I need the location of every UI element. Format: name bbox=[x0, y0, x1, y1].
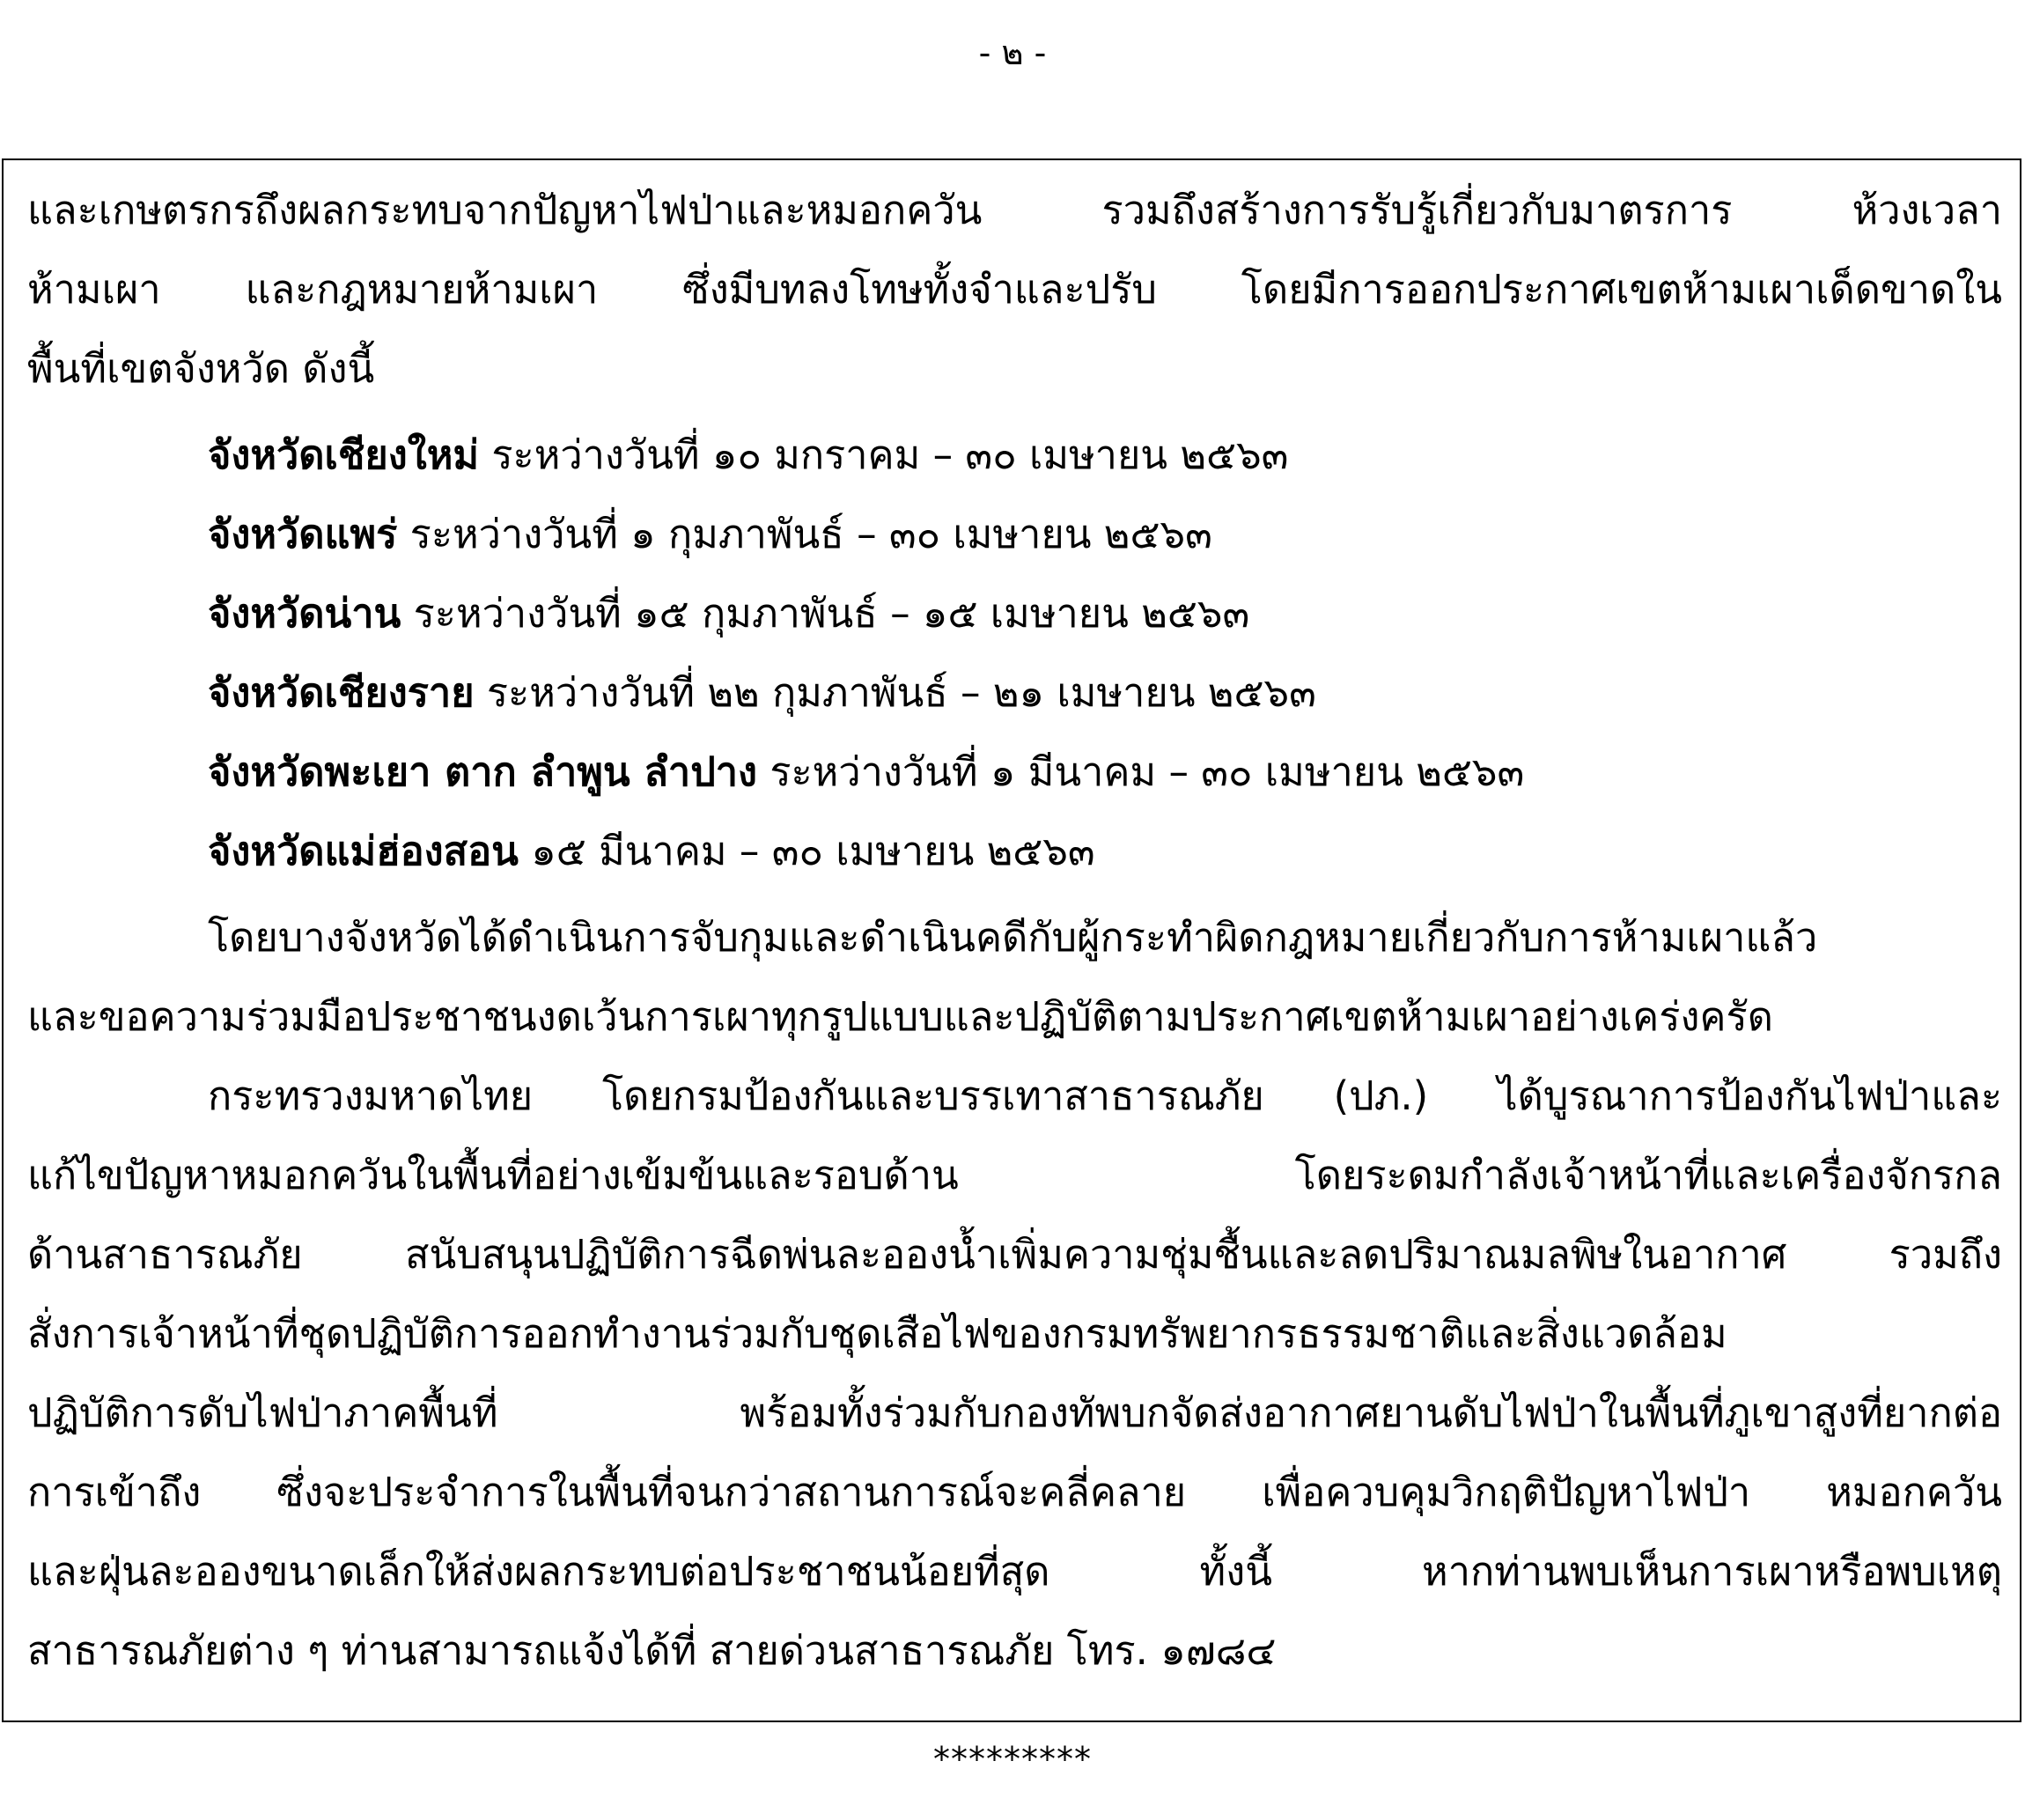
province-name: จังหวัดน่าน bbox=[208, 590, 401, 637]
enforcement-paragraph bbox=[27, 898, 2002, 1057]
paragraph-line: การเข้าถึง ซึ่งจะประจำการในพื้นที่จนกว่าสถานการณ์จะคลี่คลาย เพื่อควบคุมวิกฤติปัญหาไฟป่า หมอกควัน bbox=[27, 1469, 2002, 1515]
province-name: จังหวัดเชียงใหม่ bbox=[208, 431, 480, 478]
burn-ban-item bbox=[27, 495, 2002, 574]
paragraph-line: ห้ามเผา และกฎหมายห้ามเผา ซึ่งมีบทลงโทษทั้งจำและปรับ โดยมีการออกประกาศเขตห้ามเผาเด็ดขาดใน bbox=[27, 266, 2002, 313]
paragraph-line: แก้ไขปัญหาหมอกควันในพื้นที่อย่างเข้มข้นและรอบด้าน โดยระดมกำลังเจ้าหน้าที่และเครื่องจักรกล bbox=[27, 1152, 2002, 1198]
paragraph-line: และขอความร่วมมือประชาชนงดเว้นการเผาทุกรูปแบบและปฏิบัติตามประกาศเขตห้ามเผาอย่างเคร่งครัด bbox=[27, 993, 1773, 1040]
ban-period: ระหว่างวันที่ ๑๐ มกราคม – ๓๐ เมษายน ๒๕๖๓ bbox=[479, 431, 1289, 478]
ban-period: ระหว่างวันที่ ๑ กุมภาพันธ์ – ๓๐ เมษายน ๒๕๖๓ bbox=[397, 511, 1212, 557]
page-number: - ๒ - bbox=[978, 33, 1047, 72]
paragraph-line: และเกษตรกรถึงผลกระทบจากปัญหาไฟป่าและหมอกควัน รวมถึงสร้างการรับรู้เกี่ยวกับมาตรการ ห้วงเวลา bbox=[27, 187, 2002, 233]
ban-period: ระหว่างวันที่ ๒๒ กุมภาพันธ์ – ๒๑ เมษายน ๒๕๖๓ bbox=[474, 669, 1316, 716]
province-name: จังหวัดแม่ฮ่องสอน bbox=[208, 828, 519, 874]
paragraph-line: กระทรวงมหาดไทย โดยกรมป้องกันและบรรเทาสาธารณภัย (ปภ.) ได้บูรณาการป้องกันไฟป่าและ bbox=[208, 1072, 2002, 1119]
province-name: จังหวัดพะเยา ตาก ลำพูน ลำปาง bbox=[208, 748, 758, 795]
paragraph-line: พื้นที่เขตจังหวัด ดังนี้ bbox=[27, 345, 375, 392]
province-name: จังหวัดแพร่ bbox=[208, 511, 398, 557]
burn-ban-item bbox=[27, 416, 2002, 495]
burn-ban-list bbox=[27, 416, 2002, 891]
burn-ban-item bbox=[27, 812, 2002, 891]
paragraph-line: ปฏิบัติการดับไฟป่าภาคพื้นที่ พร้อมทั้งร่วมกับกองทัพบกจัดส่งอากาศยานดับไฟป่าในพื้นที่ภูเขาสูงที่ยากต่อ bbox=[27, 1389, 2002, 1436]
ban-period: ระหว่างวันที่ ๑ มีนาคม – ๓๐ เมษายน ๒๕๖๓ bbox=[757, 748, 1525, 795]
intro-paragraph bbox=[27, 171, 2002, 409]
burn-ban-item bbox=[27, 574, 2002, 653]
paragraph-line: โดยบางจังหวัดได้ดำเนินการจับกุมและดำเนินคดีกับผู้กระทำผิดกฎหมายเกี่ยวกับการห้ามเผาแล้ว bbox=[208, 914, 1818, 961]
ban-period: ระหว่างวันที่ ๑๕ กุมภาพันธ์ – ๑๕ เมษายน ๒๕๖๓ bbox=[401, 590, 1250, 637]
province-name: จังหวัดเชียงราย bbox=[208, 669, 475, 716]
burn-ban-item bbox=[27, 653, 2002, 733]
paragraph-line: สาธารณภัยต่าง ๆ ท่านสามารถแจ้งได้ที่ สายด่วนสาธารณภัย โทร. ๑๗๘๔ bbox=[27, 1627, 1277, 1674]
ban-period: ๑๕ มีนาคม – ๓๐ เมษายน ๒๕๖๓ bbox=[518, 828, 1095, 874]
burn-ban-item bbox=[27, 733, 2002, 812]
paragraph-line: และฝุ่นละอองขนาดเล็กให้ส่งผลกระทบต่อประชาชนน้อยที่สุด ทั้งนี้ หากท่านพบเห็นการเผาหรือพบเหตุ bbox=[27, 1548, 2002, 1595]
content-box bbox=[2, 158, 2021, 1722]
paragraph-line: สั่งการเจ้าหน้าที่ชุดปฏิบัติการออกทำงานร่วมกับชุดเสือไฟของกรมทรัพยากรธรรมชาติและสิ่งแวดล้อม bbox=[27, 1310, 1727, 1357]
ministry-paragraph bbox=[27, 1057, 2002, 1691]
paragraph-line: ด้านสาธารณภัย สนับสนุนปฏิบัติการฉีดพ่นละอองน้ำเพิ่มความชุ่มชื้นและลดปริมาณมลพิษในอากาศ รวมถึง bbox=[27, 1231, 2002, 1278]
end-of-document-marker: ********* bbox=[933, 1740, 1092, 1779]
